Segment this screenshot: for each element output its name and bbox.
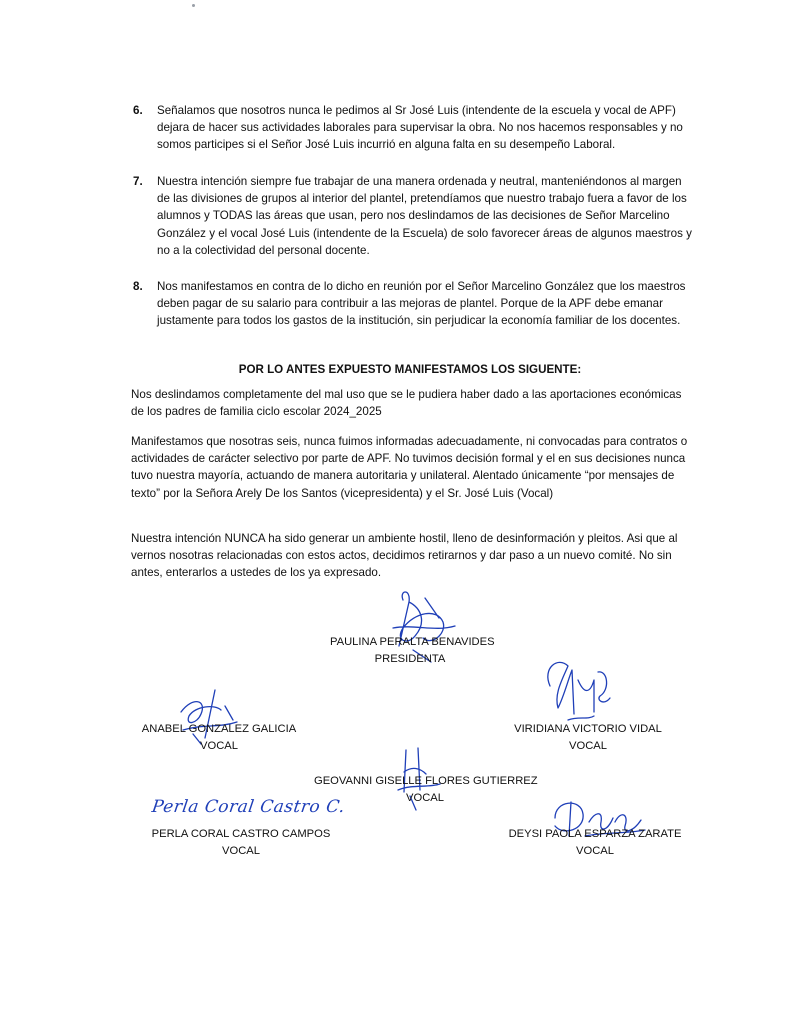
signature-viridiana bbox=[538, 650, 618, 730]
signatory-vocal-anabel bbox=[140, 721, 298, 755]
item-number: 6. bbox=[133, 104, 143, 117]
signatory-vocal-geovanni bbox=[314, 773, 536, 807]
paragraph-2: Manifestamos que nosotras seis, nunca fuimos informadas adecuadamente, ni convocadas para contratos o actividades de carácter selectivo por parte de APF. No tuvimos decisión formal y el en sus decisiones nunca tuvo nuestra mayoría, actuando de manera autoritaria y unilateral. Alentado únicamente “por mensajes de texto” por la Señora Arely De los Santos (vicepresidenta) y el Sr. José Luis (Vocal) bbox=[131, 435, 688, 500]
signatory-name: DEYSI PAOLA ESPARZA ZARATE bbox=[508, 828, 682, 840]
item-text: Señalamos que nosotros nunca le pedimos al Sr José Luis (intendente de la escuela y vocal de APF) dejara de hacer sus actividades laborales para supervisar la obra. No nos hacemos responsables y no somos participes si el Señor José Luis incurrió en alguna falta en su desempeño Laboral. bbox=[157, 104, 683, 152]
item-text: Nos manifestamos en contra de lo dicho en reunión por el Señor Marcelino González que los maestros deben pagar de su salario para contribuir a las mejoras de plantel. Porque de la APF debe emanar justamente para todos los gastos de la institución, sin perjudicar la economía familiar de los docentes. bbox=[157, 280, 686, 328]
signatory-vocal-viridiana bbox=[508, 721, 668, 755]
signatory-name: GEOVANNI GISELLE FLORES GUTIERREZ bbox=[314, 775, 538, 787]
signatory-vocal-deysi bbox=[505, 826, 685, 860]
item-number: 8. bbox=[133, 280, 143, 293]
signatory-role: VOCAL bbox=[576, 845, 614, 857]
signatory-presidenta bbox=[330, 634, 495, 668]
signatory-role: VOCAL bbox=[406, 792, 444, 804]
scan-speck bbox=[192, 4, 195, 7]
list-item-7 bbox=[133, 173, 693, 259]
paragraph-3: Nuestra intención NUNCA ha sido generar un ambiente hostil, lleno de desinformación y pleitos. Asi que al vernos nosotras relacionadas con estos actos, decidimos retirarnos y dar paso a un nuevo comité. No sin antes, enterarlos a ustedes de los ya expresado. bbox=[131, 532, 678, 580]
item-text: Nuestra intención siempre fue trabajar de una manera ordenada y neutral, manteniéndonos al margen de las divisiones de grupos al interior del plantel, pretendíamos que nuestro trabajo fuera a favor de los alumnos y TODAS las áreas que usan, pero nos deslindamos de las decisiones de Señor Marcelino González y el vocal José Luis (intendente de la Escuela) de solo favorecer áreas de algunos maestros y no a la colectividad del personal docente. bbox=[157, 175, 692, 257]
list-item-6 bbox=[133, 102, 693, 154]
signatory-name: VIRIDIANA VICTORIO VIDAL bbox=[514, 723, 662, 735]
signatory-role: VOCAL bbox=[222, 845, 260, 857]
signatory-role: PRESIDENTA bbox=[374, 653, 446, 665]
list-item-8 bbox=[133, 278, 693, 330]
signatory-role: VOCAL bbox=[569, 740, 607, 752]
signatory-role: VOCAL bbox=[200, 740, 238, 752]
paragraph-1: Nos deslindamos completamente del mal uso que se le pudiera haber dado a las aportaciones económicas de los padres de familia ciclo escolar 2024_2025 bbox=[131, 388, 682, 419]
signatory-name: PERLA CORAL CASTRO CAMPOS bbox=[151, 828, 331, 840]
item-number: 7. bbox=[133, 175, 143, 188]
signatory-name: ANABEL GONZALEZ GALICIA bbox=[141, 723, 297, 735]
signatory-name: PAULINA PERALTA BENAVIDES bbox=[330, 636, 495, 648]
signatory-vocal-perla bbox=[150, 826, 332, 860]
handwritten-name-perla: Perla Coral Castro C. bbox=[150, 797, 347, 817]
section-heading: POR LO ANTES EXPUESTO MANIFESTAMOS LOS SIGUENTE: bbox=[238, 363, 582, 376]
